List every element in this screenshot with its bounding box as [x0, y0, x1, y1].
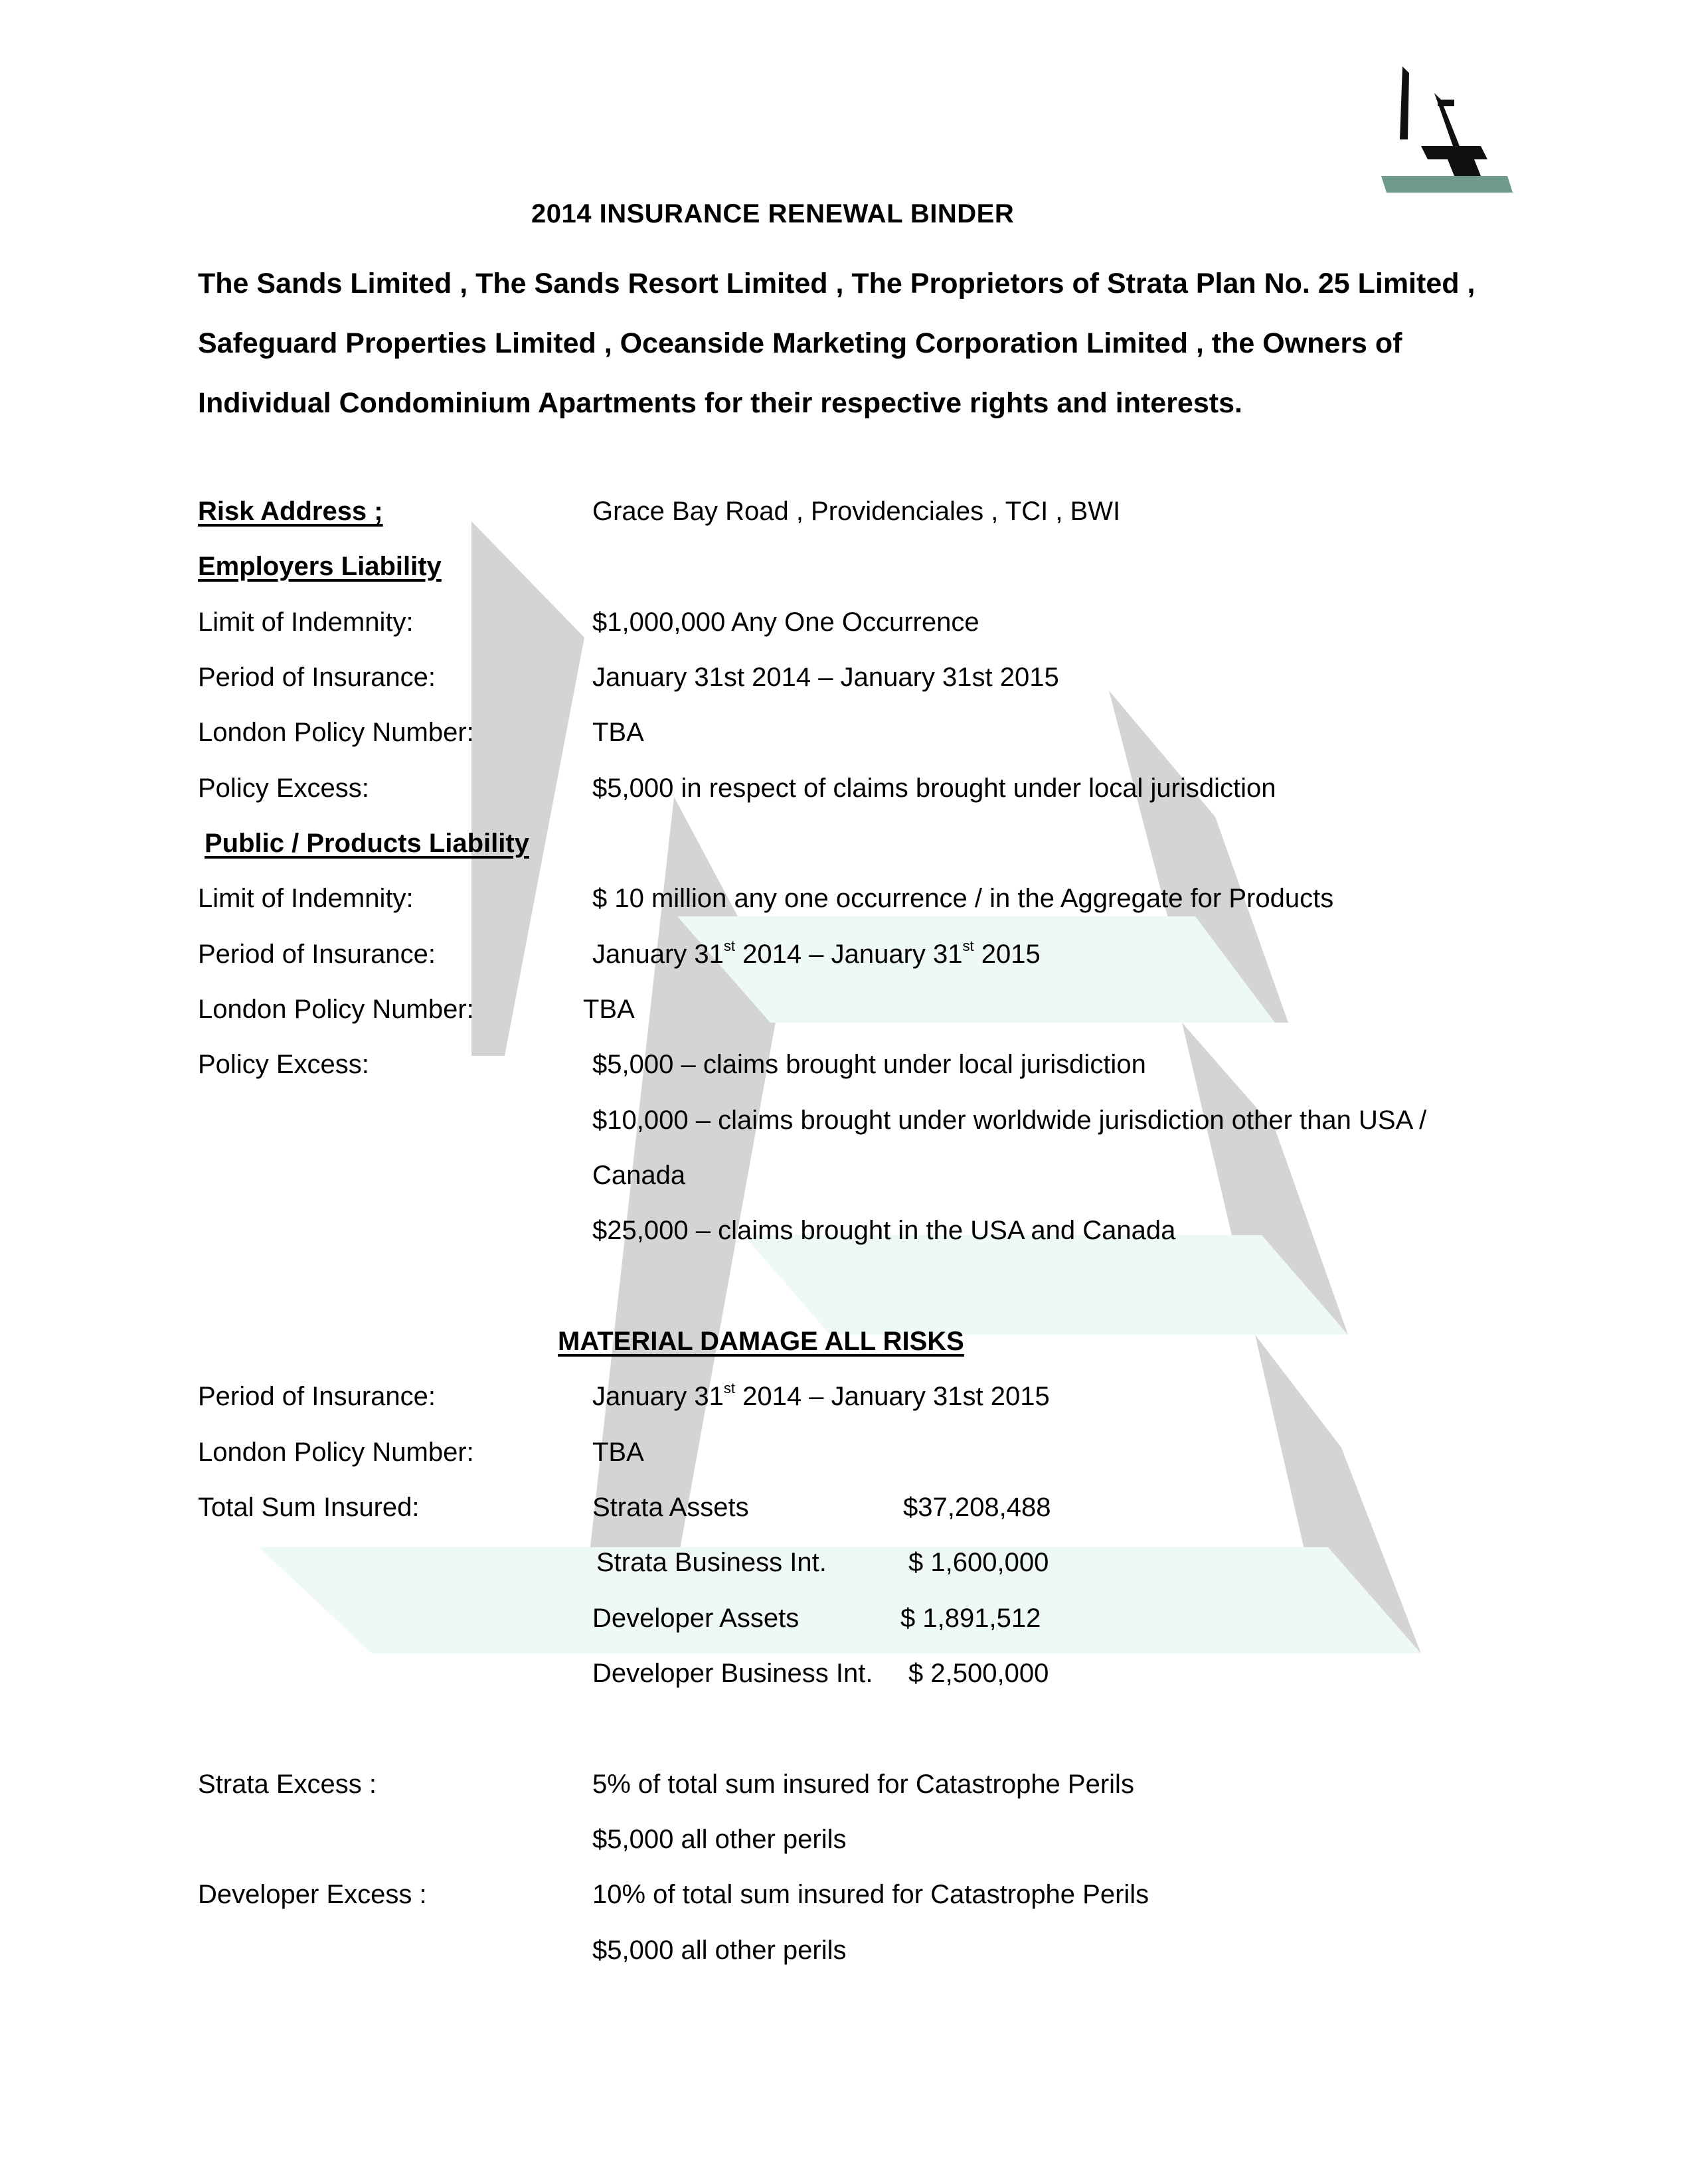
company-logo	[1375, 60, 1514, 199]
insured-parties: The Sands Limited , The Sands Resort Limited , The Proprietors of Strata Plan No. 25 Limited , Safeguard Properties Limited , Oceanside Marketing Corporation Limited , the Owners of Individual Condominium Apartments for their respective rights and interests.	[198, 268, 1476, 419]
el-policy-label: London Policy Number:	[198, 718, 474, 747]
el-policy-value: TBA	[592, 718, 644, 747]
pl-policy-label: London Policy Number:	[198, 995, 474, 1024]
strata-excess-1: 5% of total sum insured for Catastrophe Perils	[592, 1770, 1134, 1799]
material-damage-heading: MATERIAL DAMAGE ALL RISKS	[558, 1327, 964, 1356]
strata-excess-2: $5,000 all other perils	[592, 1825, 847, 1854]
pl-excess-3: $25,000 – claims brought in the USA and Canada	[592, 1216, 1176, 1245]
risk-address-value: Grace Bay Road , Providenciales , TCI , BWI	[592, 497, 1121, 526]
el-limit-value: $1,000,000 Any One Occurrence	[592, 608, 979, 637]
el-excess-value: $5,000 in respect of claims brought under local jurisdiction	[592, 774, 1276, 803]
developer-excess-label: Developer Excess :	[198, 1880, 427, 1909]
md-item-name: Developer Business Int.	[592, 1659, 873, 1688]
public-liability-heading: Public / Products Liability	[205, 829, 529, 858]
md-item-name: Developer Assets	[592, 1604, 800, 1633]
pl-period-value: January 31st 2014 – January 31st 2015	[592, 938, 1041, 969]
pl-excess-2: $10,000 – claims brought under worldwide jurisdiction other than USA /	[592, 1106, 1427, 1135]
risk-address-label: Risk Address ;	[198, 497, 383, 526]
md-policy-value: TBA	[592, 1438, 644, 1467]
md-item-amount: $ 2,500,000	[908, 1659, 1049, 1688]
pl-limit-value: $ 10 million any one occurrence / in the Aggregate for Products	[592, 884, 1334, 913]
el-excess-label: Policy Excess:	[198, 774, 369, 803]
md-item-name: Strata Assets	[592, 1493, 749, 1522]
md-policy-label: London Policy Number:	[198, 1438, 474, 1467]
page-title: 2014 INSURANCE RENEWAL BINDER	[531, 199, 1015, 228]
el-period-value: January 31st 2014 – January 31st 2015	[592, 663, 1059, 692]
md-period-value: January 31st 2014 – January 31st 2015	[592, 1380, 1050, 1411]
strata-excess-label: Strata Excess :	[198, 1770, 377, 1799]
employers-liability-heading: Employers Liability	[198, 552, 442, 581]
md-sum-label: Total Sum Insured:	[198, 1493, 420, 1522]
md-item-amount: $37,208,488	[903, 1493, 1051, 1522]
pl-excess-label: Policy Excess:	[198, 1050, 369, 1079]
pl-period-label: Period of Insurance:	[198, 940, 436, 969]
pl-excess-1: $5,000 – claims brought under local jurisdiction	[592, 1050, 1146, 1079]
md-item-amount: $ 1,600,000	[908, 1548, 1049, 1577]
developer-excess-2: $5,000 all other perils	[592, 1936, 847, 1965]
el-limit-label: Limit of Indemnity:	[198, 608, 414, 637]
md-item-name: Strata Business Int.	[596, 1548, 827, 1577]
pl-excess-2b: Canada	[592, 1161, 686, 1190]
pl-limit-label: Limit of Indemnity:	[198, 884, 414, 913]
pl-policy-value: TBA	[583, 995, 635, 1024]
md-period-label: Period of Insurance:	[198, 1382, 436, 1411]
developer-excess-1: 10% of total sum insured for Catastrophe Perils	[592, 1880, 1149, 1909]
el-period-label: Period of Insurance:	[198, 663, 436, 692]
md-item-amount: $ 1,891,512	[900, 1604, 1041, 1633]
